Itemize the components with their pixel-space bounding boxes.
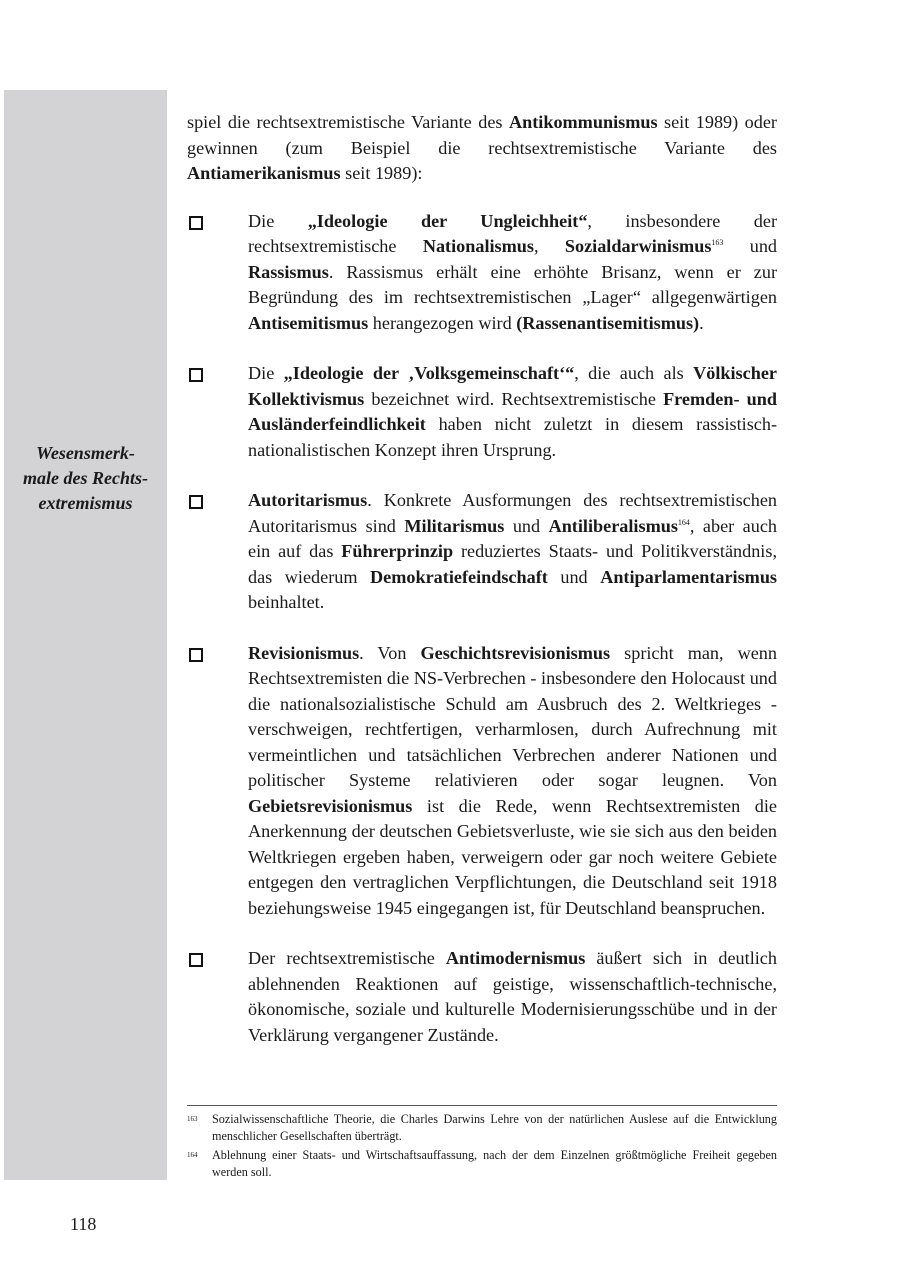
footnote-divider xyxy=(187,1105,777,1106)
text-run: Die xyxy=(248,210,308,231)
text-run: und xyxy=(504,515,549,536)
checkbox-bullet-icon xyxy=(189,648,203,662)
checkbox-bullet-icon xyxy=(189,216,203,230)
bold-term: Antiliberalismus xyxy=(548,515,678,536)
bold-term: Revisionismus xyxy=(248,642,360,663)
text-run: reduziertes Staats- und Politikverständnis, das wiederum xyxy=(248,541,777,587)
text-run: , aber auch ein auf das xyxy=(248,515,777,561)
text-run: und xyxy=(547,566,601,587)
text-run: und xyxy=(723,236,778,256)
text-run: seit 1989) oder gewinnen (zum Beispiel die rechtsextremistische Variante des xyxy=(187,112,777,158)
text-run: , die auch als xyxy=(574,363,694,383)
footnote-ref: 164 xyxy=(677,517,690,527)
bold-term: „Ideologie der Ungleichheit“ xyxy=(307,210,588,231)
list-item xyxy=(187,209,777,337)
footnote-text: Sozialwissenschaftliche Theorie, die Charles Darwins Lehre von der natürlichen Auslese auf die Entwicklung menschlicher Gesellschaften überträgt. xyxy=(212,1112,777,1143)
bold-term: Sozialdarwinismus xyxy=(564,236,712,256)
list-item xyxy=(187,488,777,616)
margin-sidebar xyxy=(4,90,167,1180)
footnote-ref: 163 xyxy=(711,237,724,247)
bold-term: Antikommunismus xyxy=(508,112,658,132)
bold-term: Nationalismus xyxy=(422,236,534,256)
bold-term: Rassismus xyxy=(248,261,329,282)
bold-term: Fremden- und Ausländerfeindlichkeit xyxy=(248,388,778,434)
text-run: , xyxy=(533,236,565,256)
text-run: spiel die rechtsextremistische Variante des xyxy=(187,112,509,132)
margin-note-line: male des Rechts- xyxy=(23,468,148,488)
bold-term: Völkischer Kollektivismus xyxy=(248,363,777,409)
margin-note xyxy=(4,441,167,516)
margin-note-line: Wesensmerk- xyxy=(36,443,135,463)
text-run: haben nicht zuletzt in diesem rassistisch-nationalistischen Konzept ihren Ursprung. xyxy=(248,414,777,460)
bold-term: Antiparlamentarismus xyxy=(600,566,778,587)
text-run: bezeichnet wird. Rechtsextremistische xyxy=(364,388,664,409)
intro-paragraph xyxy=(187,110,777,187)
text-run: . Rassismus erhält eine erhöhte Brisanz, wenn er zur Begründung des im rechtsextremistischen „Lager“ allgegenwärtigen xyxy=(248,261,777,307)
item-text xyxy=(248,361,777,463)
bold-term: „Ideologie der ‚Volksgemeinschaft‘“ xyxy=(283,363,575,383)
text-run: spricht man, wenn Rechtsextremisten die NS-Verbrechen - insbesondere den Holocaust und die nationalsozialistische Schuld am Ausbruch des 2. Weltkrieges - verschweigen, rechtfertigen, verharmlosen, durch Aufrechnung mit vermeintlichen und tatsächlichen Verbrechen anderer Nationen und politischer Systeme relativieren oder sogar leugnen. Von xyxy=(248,642,777,790)
footnote-number: 164 xyxy=(187,1151,198,1159)
text-run: . xyxy=(699,312,704,333)
footnote xyxy=(187,1147,777,1181)
item-text xyxy=(248,641,777,922)
text-run: , insbesondere der rechtsextremistische xyxy=(248,210,777,256)
bold-term: Gebietsrevisionismus xyxy=(248,795,413,816)
main-text xyxy=(187,110,777,1073)
bold-term: Antisemitismus xyxy=(248,312,369,333)
page-number: 118 xyxy=(70,1214,97,1234)
bold-term: Demokratiefeindschaft xyxy=(370,566,548,587)
text-run: Die xyxy=(248,363,284,383)
bold-term: (Rassenantisemitismus) xyxy=(516,312,700,333)
bold-term: Geschichtsrevisionismus xyxy=(420,642,611,663)
list-item xyxy=(187,361,777,463)
text-run: herangezogen wird xyxy=(368,312,517,333)
text-run: . Konkrete Ausformungen des rechtsextremistischen Autoritarismus sind xyxy=(248,490,777,536)
item-text xyxy=(248,488,777,616)
checkbox-bullet-icon xyxy=(189,495,203,509)
bold-term: Militarismus xyxy=(404,515,505,536)
text-run: äußert sich in deutlich ablehnenden Reaktionen auf geistige, wissenschaftlich-technische, ökonomische, soziale und kulturelle Modernisierungsschübe und in der Verklärung vergangener Zustände. xyxy=(248,948,777,1045)
footnote-text: Ablehnung einer Staats- und Wirtschaftsauffassung, nach der dem Einzelnen größtmögliche Freiheit gegeben werden soll. xyxy=(212,1148,777,1179)
bullet-list xyxy=(187,209,777,1049)
text-run: Der rechtsextremistische xyxy=(248,948,446,968)
text-run: beinhaltet. xyxy=(248,592,325,612)
bold-term: Autoritarismus xyxy=(248,490,368,510)
checkbox-bullet-icon xyxy=(189,953,203,967)
list-item xyxy=(187,946,777,1048)
bold-term: Führerprinzip xyxy=(341,541,454,561)
footnotes xyxy=(187,1111,777,1183)
bold-term: Antimodernismus xyxy=(445,948,586,968)
item-text xyxy=(248,946,777,1048)
text-run: . Von xyxy=(359,642,421,663)
list-item xyxy=(187,641,777,922)
checkbox-bullet-icon xyxy=(189,368,203,382)
item-text xyxy=(248,209,777,337)
text-run: ist die Rede, wenn Rechtsextremisten die Anerkennung der deutschen Gebietsverluste, wie sie sich aus den beiden Weltkriegen ergeben haben, verweigern oder gar noch weitere Gebiete entgegen den vertraglichen Verpflichtungen, die Deutschland seit 1918 beziehungsweise 1945 eingegangen ist, für Deutschland beanspruchen. xyxy=(248,795,777,918)
footnote xyxy=(187,1111,777,1145)
footnote-number: 163 xyxy=(187,1115,198,1123)
margin-note-line: extremismus xyxy=(38,493,133,513)
text-run: seit 1989): xyxy=(340,163,423,183)
bold-term: Antiamerikanismus xyxy=(187,163,341,183)
